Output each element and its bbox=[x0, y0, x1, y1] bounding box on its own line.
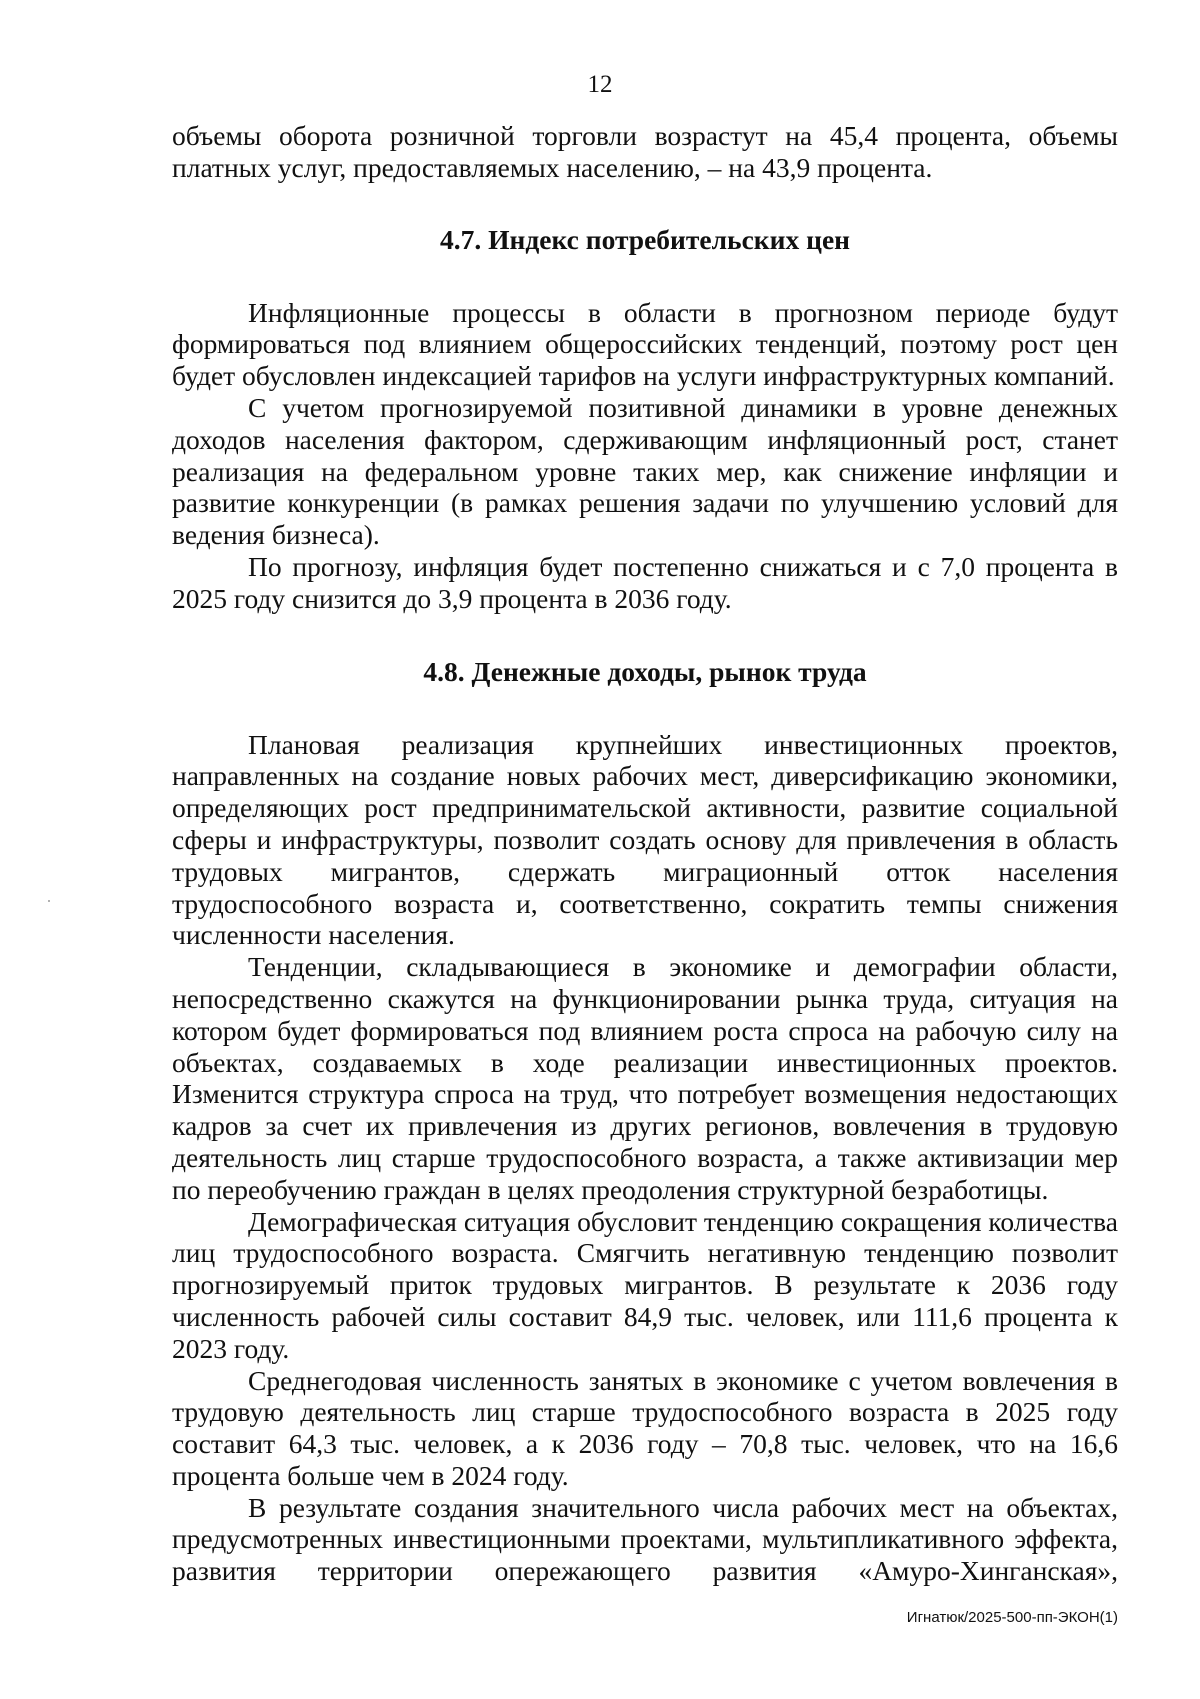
scan-speck bbox=[48, 900, 50, 902]
section-4-7-paragraph-2: С учетом прогнозируемой позитивной динамики в уровне денежных доходов населения фактором, сдерживающим инфляционный рост, станет реализация на федеральном уровне таких мер, как снижение инфляции и развитие конкуренции (в рамках решения задачи по улучшению условий для ведения бизнеса). bbox=[172, 391, 1118, 551]
section-4-8-paragraph-4: Среднегодовая численность занятых в экономике с учетом вовлечения в трудовую деятельность лиц старше трудоспособного возраста в 2025 году составит 64,3 тыс. человек, а к 2036 году – 70,8 тыс. человек, что на 16,6 процента больше чем в 2024 году. bbox=[172, 1364, 1118, 1491]
intro-paragraph: объемы оборота розничной торговли возрастут на 45,4 процента, объемы платных услуг, предоставляемых населению, – на 43,9 процента. bbox=[172, 120, 1118, 183]
section-4-8-paragraph-5: В результате создания значительного числа рабочих мест на объектах, предусмотренных инвестиционными проектами, мультипликативного эффекта, развития территории опережающего развития «Амуро-Хинганская», bbox=[172, 1491, 1118, 1587]
document-footer-code: Игнатюк/2025-500-пп-ЭКОН(1) bbox=[906, 1609, 1118, 1626]
section-4-7-paragraph-3: По прогнозу, инфляция будет постепенно снижаться и с 7,0 процента в 2025 году снизится до 3,9 процента в 2036 году. bbox=[172, 550, 1118, 614]
section-4-7-paragraph-1: Инфляционные процессы в области в прогнозном периоде будут формироваться под влиянием общероссийских тенденций, поэтому рост цен будет обусловлен индексацией тарифов на услуги инфраструктурных компаний. bbox=[172, 296, 1118, 392]
page-number: 12 bbox=[587, 71, 613, 98]
section-4-8-paragraph-2: Тенденции, складывающиеся в экономике и демографии области, непосредственно скажутся на функционировании рынка труда, ситуация на котором будет формироваться под влиянием роста спроса на рабочую силу на объектах, создаваемых в ходе реализации инвестиционных проектов. Изменится структура спроса на труд, что потребует возмещения недостающих кадров за счет их привлечения из других регионов, вовлечения в трудовую деятельность лиц старше трудоспособного возраста, а также активизации мер по переобучению граждан в целях преодоления структурной безработицы. bbox=[172, 951, 1118, 1205]
document-body bbox=[172, 120, 1118, 1587]
section-4-8-paragraph-1: Плановая реализация крупнейших инвестиционных проектов, направленных на создание новых рабочих мест, диверсификацию экономики, определяющих рост предпринимательской активности, развитие социальной сферы и инфраструктуры, позволит создать основу для привлечения в область трудовых мигрантов, сдержать миграционный отток населения трудоспособного возраста и, соответственно, сократить темпы снижения численности населения. bbox=[172, 728, 1118, 951]
section-4-8-paragraph-3: Демографическая ситуация обусловит тенденцию сокращения количества лиц трудоспособного возраста. Смягчить негативную тенденцию позволит прогнозируемый приток трудовых мигрантов. В результате к 2036 году численность рабочей силы составит 84,9 тыс. человек, или 111,6 процента к 2023 году. bbox=[172, 1205, 1118, 1364]
section-heading-4-7: 4.7. Индекс потребительских цен bbox=[440, 223, 850, 255]
section-heading-4-8: 4.8. Денежные доходы, рынок труда bbox=[423, 655, 867, 687]
